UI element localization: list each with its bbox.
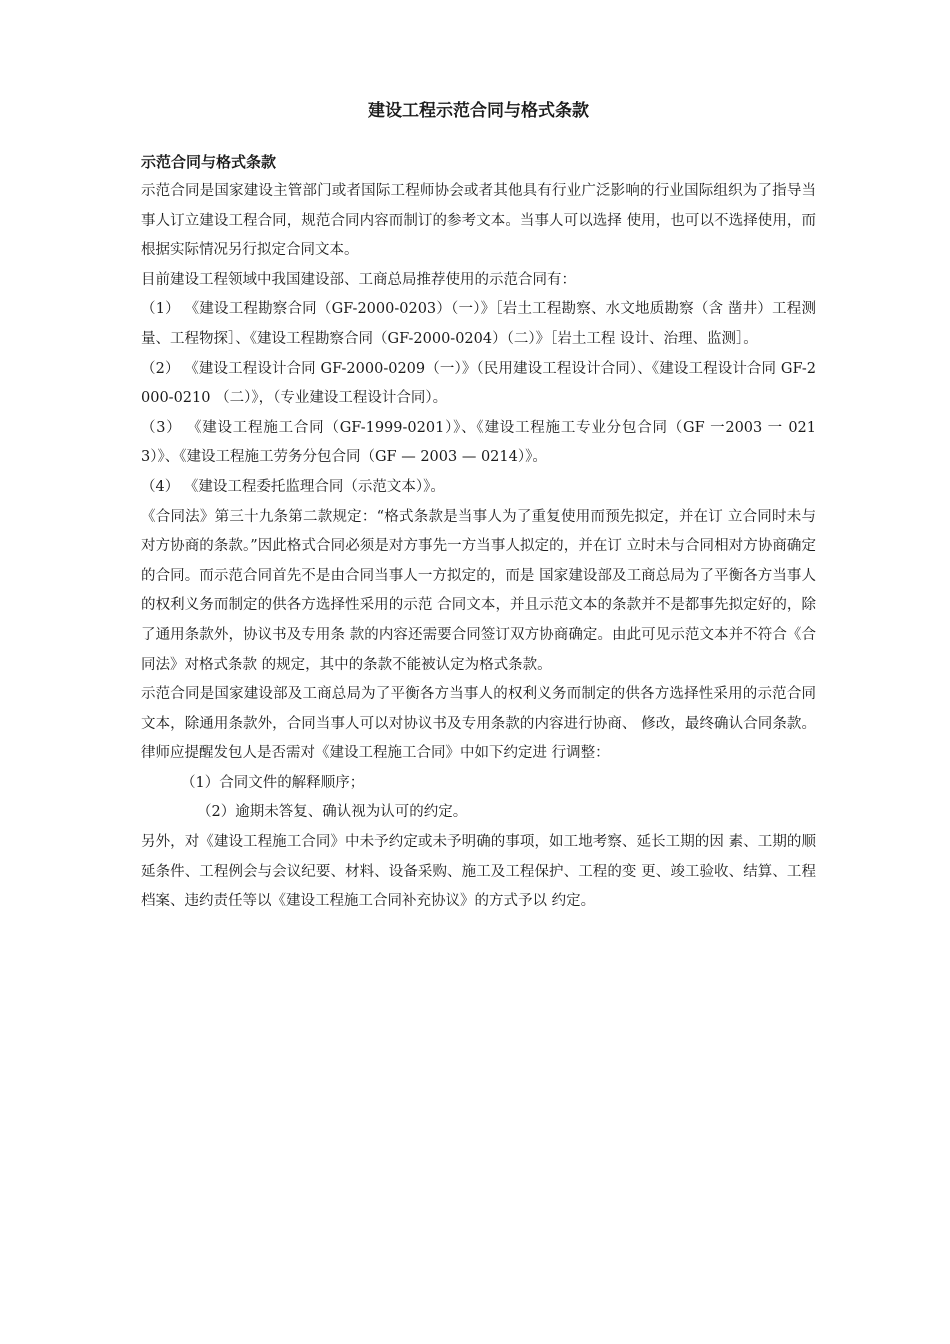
paragraph-definition: 示范合同是国家建设主管部门或者国际工程师协会或者其他具有行业广泛影响的行业国际组织为了指导当事人订立建设工程合同，规范合同内容而制订的参考文本。当事人可以选择 使用，也可以不选择使用，而根据实际情况另行拟定合同文本。	[141, 183, 816, 259]
paragraph-contract-law: 《合同法》第三十九条第二款规定：“格式条款是当事人为了重复使用而预先拟定，并在订 立合同时未与对方协商的条款。”因此格式合同必须是对方事先一方当事人拟定的，并在订 立时未与合同相对方协商确定的合同。而示范合同首先不是由合同当事人一方拟定的，而是 国家建设部及工商总局为了平衡各方当事人的权利义务而制定的供各方选择性采用的示范 合同文本，并且示范文本的条款并不是都事先拟定好的，除了通用条款外，协议书及专用条 款的内容还需要合同签订双方协商确定。由此可见示范文本并不符合《合同法》对格式条款 的规定，其中的条款不能被认定为格式条款。	[141, 508, 816, 673]
paragraph-adjustment: 示范合同是国家建设部及工商总局为了平衡各方当事人的权利义务而制定的供各方选择性采用的示范合同文本，除通用条款外，合同当事人可以对协议书及专用条款的内容进行协商、 修改，最终确认合同条款。律师应提醒发包人是否需对《建设工程施工合同》中如下约定进 行调整：	[141, 686, 816, 762]
paragraph-item-4: （4） 《建设工程委托监理合同（示范文本）》。	[141, 478, 445, 495]
section-heading: 示范合同与格式条款	[141, 153, 277, 171]
list-item: （2）逾期未答复、确认视为认可的约定。	[197, 804, 468, 821]
document-page	[141, 96, 816, 917]
paragraph-item-2: （2） 《建设工程设计合同 GF-2000-0209（一）》（民用建设工程设计合同）、《建设工程设计合同 GF-2000-0210 （二）》，（专业建设工程设计合同）。	[141, 360, 816, 407]
paragraph-item-1: （1） 《建设工程勘察合同（GF-2000-0203）（一）》［岩土工程勘察、水文地质勘察（含 凿井）工程测量、工程物探］、《建设工程勘察合同（GF-2000-0204）（二）》［岩土工程 设计、治理、监测］。	[141, 301, 816, 347]
document-title: 建设工程示范合同与格式条款	[368, 101, 589, 121]
paragraph-item-3: （3） 《建设工程施工合同（GF-1999-0201）》、《建设工程施工专业分包合同（GF 一2003 一 0213）》、《建设工程施工劳务分包合同（GF — 2003 — 0214）》。	[141, 419, 816, 466]
paragraph-intro-list: 目前建设工程领域中我国建设部、工商总局推荐使用的示范合同有：	[141, 271, 576, 288]
paragraph-closing: 另外，对《建设工程施工合同》中未予约定或未予明确的事项，如工地考察、延长工期的因 素、工期的顺延条件、工程例会与会议纪要、材料、设备采购、施工及工程保护、工程的变 更、竣工验收、结算、工程档案、违约责任等以《建设工程施工合同补充协议》的方式予以 约定。	[141, 834, 816, 910]
list-item: （1）合同文件的解释顺序；	[181, 774, 365, 791]
